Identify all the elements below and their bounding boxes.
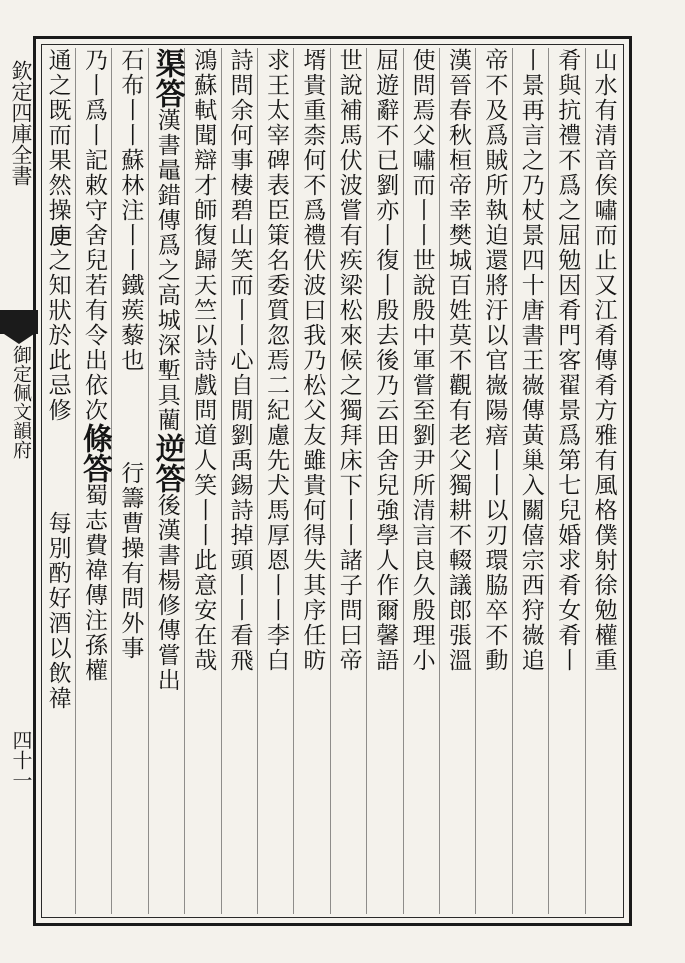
fish-tail-mark bbox=[0, 310, 38, 334]
text-column bbox=[258, 48, 294, 908]
column-text: 乃丨爲丨記敕守舍兒若有令出依次 bbox=[81, 48, 107, 423]
page-number: 四十一 bbox=[9, 730, 33, 790]
column-text: 壻貴重柰何不爲禮伏波曰我乃松父友雖貴何得失其序任昉 bbox=[299, 48, 326, 673]
text-column bbox=[185, 48, 221, 908]
column-text: 世說補馬伏波嘗有疾梁松來候之獨拜床下丨丨諸子問曰帝 bbox=[335, 48, 362, 673]
entry-headword: 條答 bbox=[77, 423, 112, 483]
text-column bbox=[222, 48, 258, 908]
column-text: 使問焉父嘯而丨丨世說殷中軍嘗至劉尹所清言良久殷理小 bbox=[408, 48, 435, 673]
text-column bbox=[549, 48, 585, 908]
column-text: 詩問余何事棲碧山笑而丨丨心自閒劉禹錫詩掉頭丨丨看飛 bbox=[226, 48, 253, 673]
column-text: 石布丨丨蘇林注丨丨鐵蒺藜也 bbox=[117, 48, 144, 373]
column-text: 行籌曹操有問外事 bbox=[117, 461, 144, 661]
text-column bbox=[40, 48, 76, 908]
column-text: 屈遊辭不已劉亦丨復丨殷去後乃云田舍兒強學人作爾馨語 bbox=[372, 48, 399, 673]
column-text: 山水有清音俟嘯而止又江肴傳肴方雅有風格僕射徐勉權重 bbox=[590, 48, 617, 673]
text-column bbox=[404, 48, 440, 908]
column-text: 漢書鼂錯傳爲之高城深塹具藺 bbox=[153, 108, 180, 433]
column-text: 漢晉春秋桓帝幸樊城百姓莫不觀有老父獨耕不輟議郎張溫 bbox=[445, 48, 471, 673]
column-text: 每別酌好酒以飲禕 bbox=[44, 511, 71, 711]
column-text: 後漢書楊修傳嘗出 bbox=[153, 493, 180, 693]
text-column bbox=[586, 48, 622, 908]
text-column bbox=[513, 48, 549, 908]
text-column bbox=[331, 48, 367, 908]
text-column bbox=[476, 48, 512, 908]
entry-headword: 渠答 bbox=[149, 48, 185, 108]
column-text: 蜀志費禕傳注孫權 bbox=[81, 483, 107, 683]
column-text: 帝不及爲賊所執迫還將汙以官嶶陽瘖丨丨以刃環脇卒不動 bbox=[481, 48, 508, 673]
column-text: 鴻蘇軾聞辯才師復歸天竺以詩戲問道人笑丨丨此意安在哉 bbox=[190, 48, 217, 673]
text-column bbox=[367, 48, 403, 908]
column-text: 丨景再言之乃杖景四十唐書王嶶傳黃巢入關僖宗西狩嶶追 bbox=[517, 48, 544, 673]
column-text: 肴與抗禮不爲之屈勉因肴門客翟景爲第七兒婚求肴女肴丨 bbox=[554, 48, 581, 673]
text-column bbox=[294, 48, 330, 908]
entry-headword: 逆答 bbox=[149, 433, 185, 493]
text-column bbox=[149, 48, 185, 908]
text-column bbox=[112, 48, 148, 908]
book-title: 欽定四庫全書 bbox=[9, 60, 33, 186]
text-column bbox=[440, 48, 476, 908]
volume-title: 御定佩文韻府 bbox=[10, 345, 32, 459]
text-column bbox=[76, 48, 112, 908]
column-text: 求王太宰碑表臣䇿名委質忽焉二紀慮先犬馬厚恩丨丨李白 bbox=[263, 48, 289, 673]
column-text: 通之既而果然操𢈔之知狀於此忌修 bbox=[44, 48, 71, 423]
